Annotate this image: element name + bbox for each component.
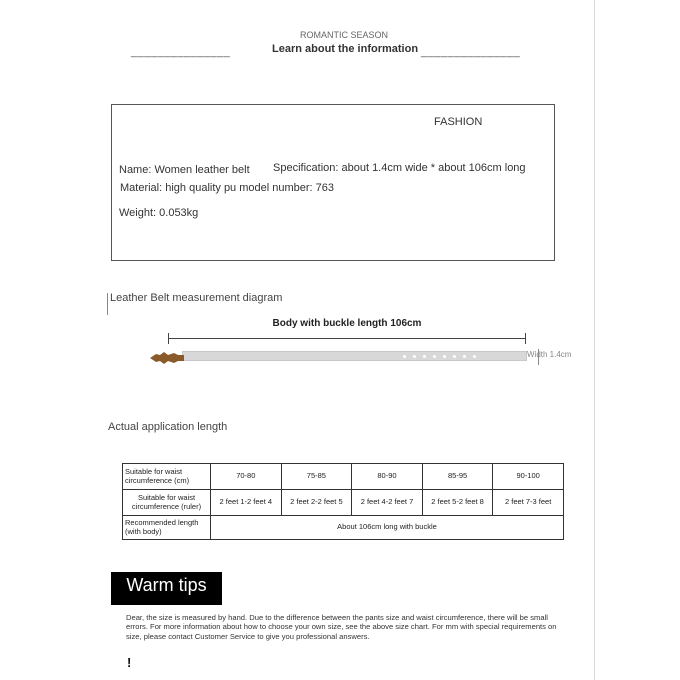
belt-hole: [433, 355, 436, 358]
diagram-title-marker: [107, 293, 108, 315]
header-dash-right: _______________: [421, 46, 521, 58]
belt-hole: [413, 355, 416, 358]
table-row: [123, 490, 564, 516]
row-header-recommended-length: Recommended length (with body): [123, 516, 211, 540]
product-weight: Weight: 0.053kg: [119, 207, 199, 219]
section-title: Learn about the information: [272, 43, 419, 55]
table-row: [123, 516, 564, 540]
warm-tips-title: Warm tips: [126, 575, 207, 595]
diagram-title: Leather Belt measurement diagram: [110, 292, 283, 304]
length-dimension-line: [168, 338, 525, 339]
table-cell: 2 feet 5-2 feet 8: [422, 490, 493, 516]
fashion-label: FASHION: [434, 116, 483, 128]
length-label: Body with buckle length 106cm: [272, 318, 422, 329]
header-dash-left: _______________: [131, 46, 231, 58]
table-cell: 2 feet 4-2 feet 7: [352, 490, 423, 516]
warm-tips-text: Dear, the size is measured by hand. Due to the difference between the pants size and waist circumference, there will be small errors. For more information about how to choose your own size, see the above size chart. For mm with special requirements on size, please contact Customer Service to give you professional answers.: [126, 613, 557, 641]
table-cell: 2 feet 7-3 feet: [493, 490, 564, 516]
recommended-length-value: About 106cm long with buckle: [211, 516, 564, 540]
belt-hole: [403, 355, 406, 358]
size-table: [122, 463, 564, 540]
table-cell: 85-95: [422, 464, 493, 490]
product-specification: Specification: about 1.4cm wide * about 106cm long: [273, 162, 526, 174]
belt-hole: [443, 355, 446, 358]
table-cell: 80-90: [352, 464, 423, 490]
belt-buckle-icon: [150, 352, 184, 364]
product-material: Material: high quality pu model number: 763: [120, 182, 335, 194]
belt-hole: [473, 355, 476, 358]
belt-hole: [423, 355, 426, 358]
table-cell: 90-100: [493, 464, 564, 490]
length-dimension-tick-right: [525, 333, 526, 344]
row-header-waist-ruler: Suitable for waist circumference (ruler): [123, 490, 211, 516]
belt-hole: [463, 355, 466, 358]
table-cell: 2 feet 2-2 feet 5: [281, 490, 352, 516]
table-cell: 2 feet 1-2 feet 4: [211, 490, 282, 516]
belt-strap: [182, 351, 527, 361]
belt-hole: [453, 355, 456, 358]
product-info-box: [111, 104, 555, 261]
table-cell: 70-80: [211, 464, 282, 490]
width-label: Width 1.4cm: [527, 350, 572, 359]
page-edge-divider: [594, 0, 595, 680]
table-cell: 75-85: [281, 464, 352, 490]
brand-name: ROMANTIC SEASON: [299, 30, 388, 40]
row-header-waist-cm: Suitable for waist circumference (cm): [123, 464, 211, 490]
exclamation-mark: !: [127, 655, 132, 670]
table-row: [123, 464, 564, 490]
product-name: Name: Women leather belt: [119, 164, 250, 176]
application-title: Actual application length: [108, 421, 228, 433]
